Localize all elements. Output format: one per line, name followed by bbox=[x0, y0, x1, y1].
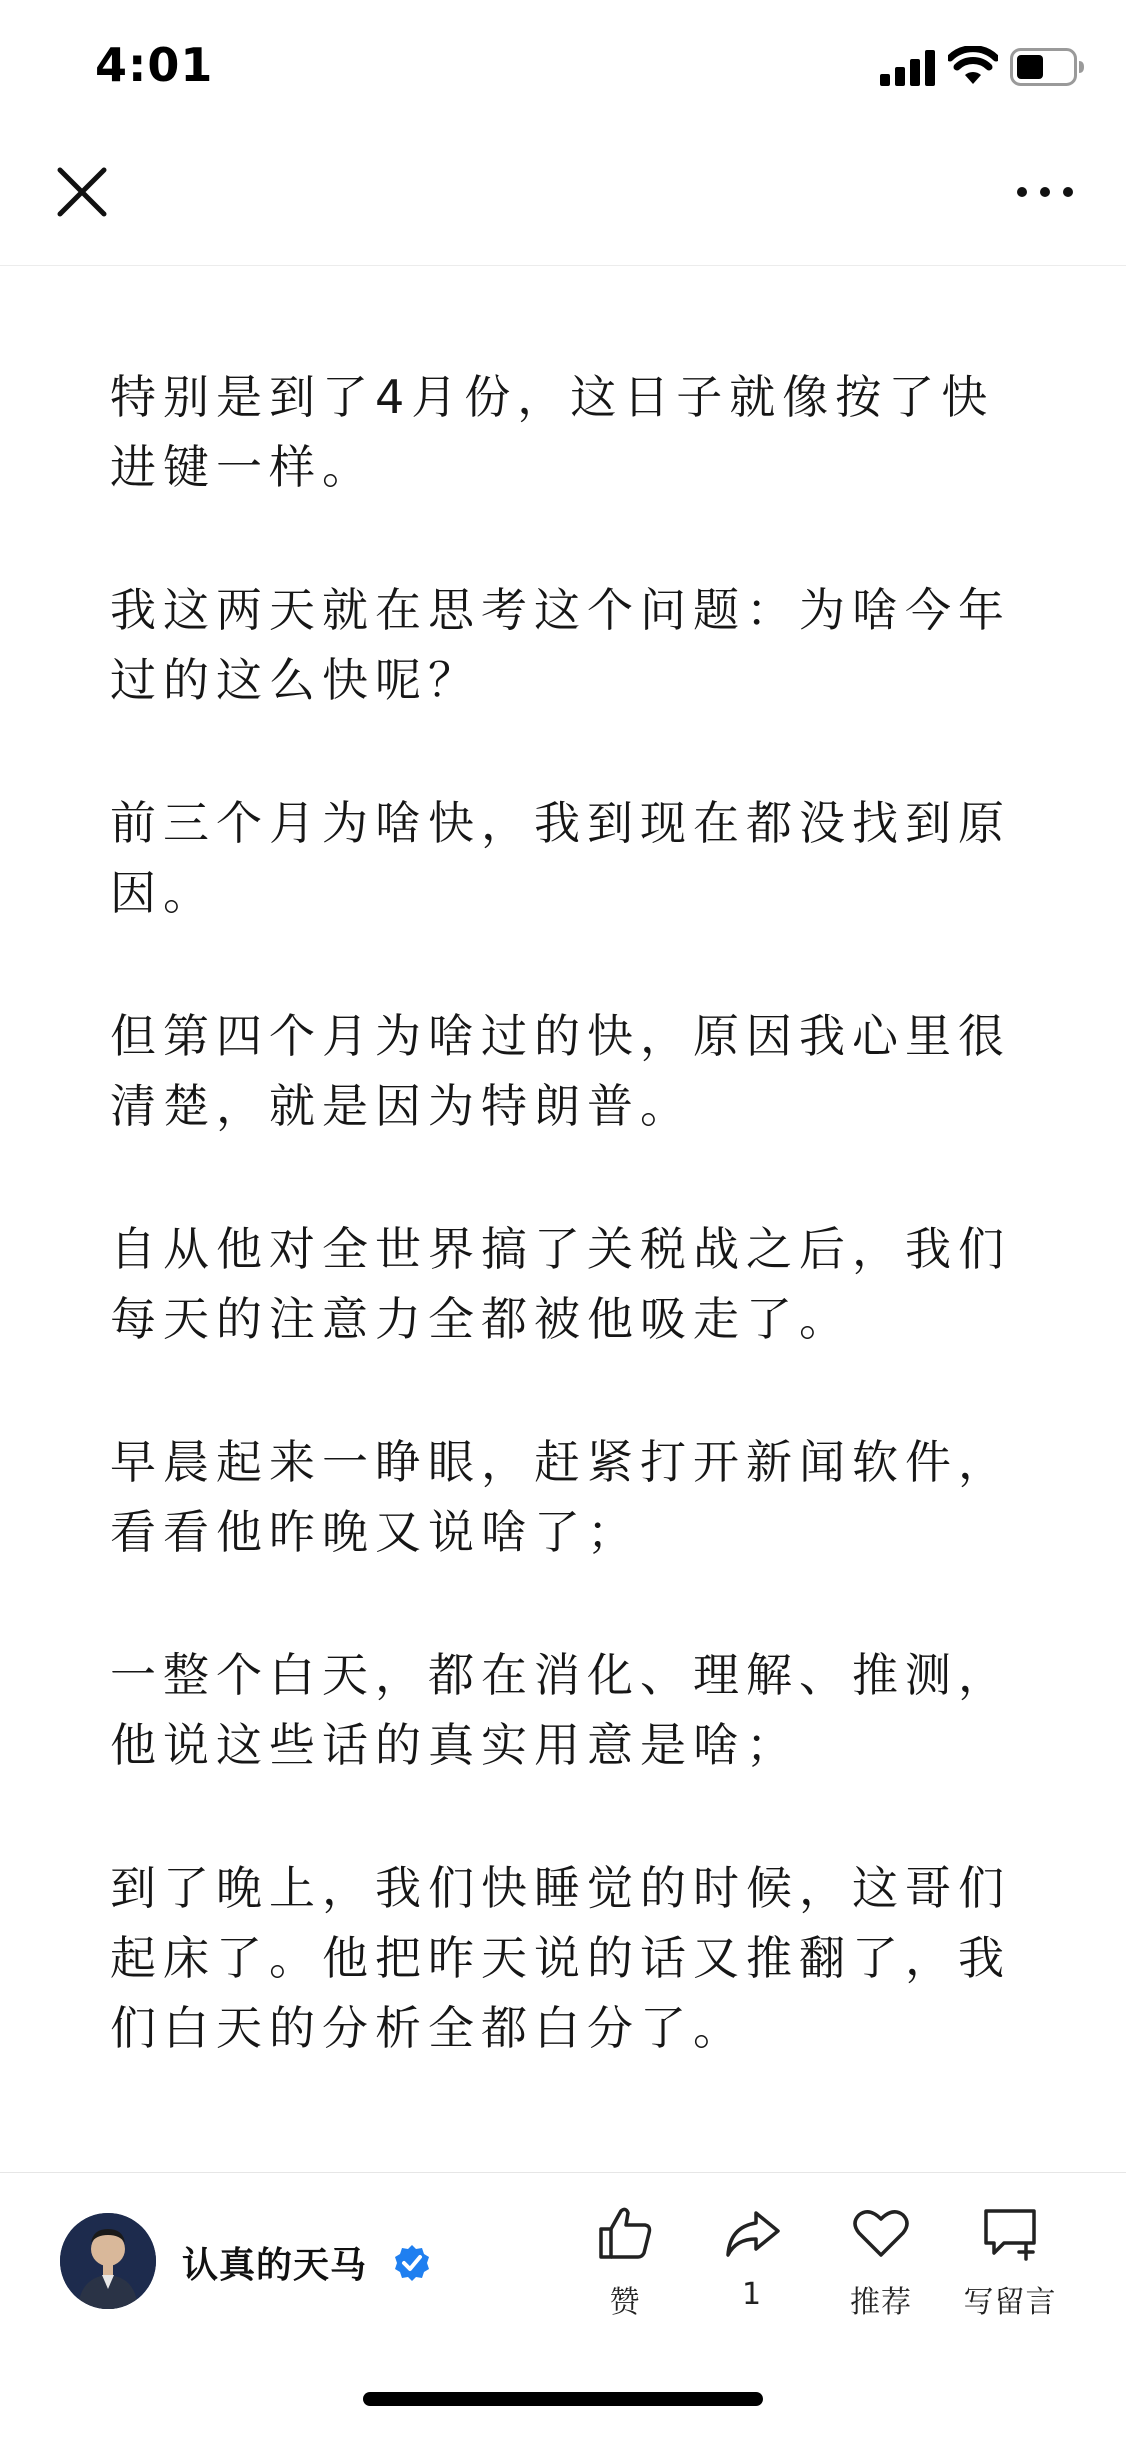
status-bar bbox=[0, 0, 1126, 130]
more-icon[interactable] bbox=[1010, 170, 1080, 214]
like-label: 赞 bbox=[609, 2285, 641, 2320]
battery-icon bbox=[1010, 48, 1086, 86]
article-paragraph: 早晨起来一睁眼，赶紧打开新闻软件，看看他昨晚又说啥了； bbox=[110, 1435, 1011, 1559]
avatar-image bbox=[60, 2213, 156, 2309]
share-button[interactable] bbox=[697, 2203, 807, 2312]
article-paragraph: 特别是到了4月份，这日子就像按了快进键一样。 bbox=[110, 370, 995, 494]
share-count: 1 bbox=[741, 2277, 763, 2312]
article-paragraph: 一整个白天，都在消化、理解、推测，他说这些话的真实用意是啥； bbox=[110, 1648, 1011, 1772]
article-paragraph: 我这两天就在思考这个问题：为啥今年过的这么快呢？ bbox=[110, 583, 1011, 707]
article-paragraph: 但第四个月为啥过的快，原因我心里很清楚，就是因为特朗普。 bbox=[110, 1009, 1011, 1133]
article-paragraph: 到了晚上，我们快睡觉的时候，这哥们起床了。他把昨天说的话又推翻了，我们白天的分析全都白分了。 bbox=[110, 1861, 1011, 2055]
article-body bbox=[110, 362, 1020, 2136]
recommend-button[interactable] bbox=[826, 2203, 936, 2321]
like-button[interactable] bbox=[570, 2203, 680, 2321]
article-paragraph: 自从他对全世界搞了关税战之后，我们每天的注意力全都被他吸走了。 bbox=[110, 1222, 1011, 1346]
status-time: 4:01 bbox=[95, 38, 214, 92]
verified-badge-icon bbox=[392, 2243, 432, 2283]
close-icon[interactable] bbox=[52, 162, 112, 222]
author-avatar[interactable] bbox=[60, 2213, 156, 2309]
write-comment-label: 写留言 bbox=[963, 2285, 1057, 2320]
thumbs-up-icon bbox=[595, 2203, 655, 2263]
home-indicator[interactable] bbox=[363, 2392, 763, 2406]
comment-add-icon bbox=[980, 2203, 1040, 2263]
nav-bar bbox=[0, 130, 1126, 266]
heart-icon bbox=[851, 2203, 911, 2263]
wifi-icon bbox=[948, 46, 998, 86]
share-arrow-icon bbox=[722, 2203, 782, 2263]
write-comment-button[interactable] bbox=[955, 2203, 1065, 2321]
cellular-signal-icon bbox=[880, 50, 936, 86]
author-name[interactable]: 认真的天马 bbox=[182, 2245, 368, 2286]
recommend-label: 推荐 bbox=[850, 2285, 912, 2320]
article-paragraph: 前三个月为啥快，我到现在都没找到原因。 bbox=[110, 796, 1011, 920]
